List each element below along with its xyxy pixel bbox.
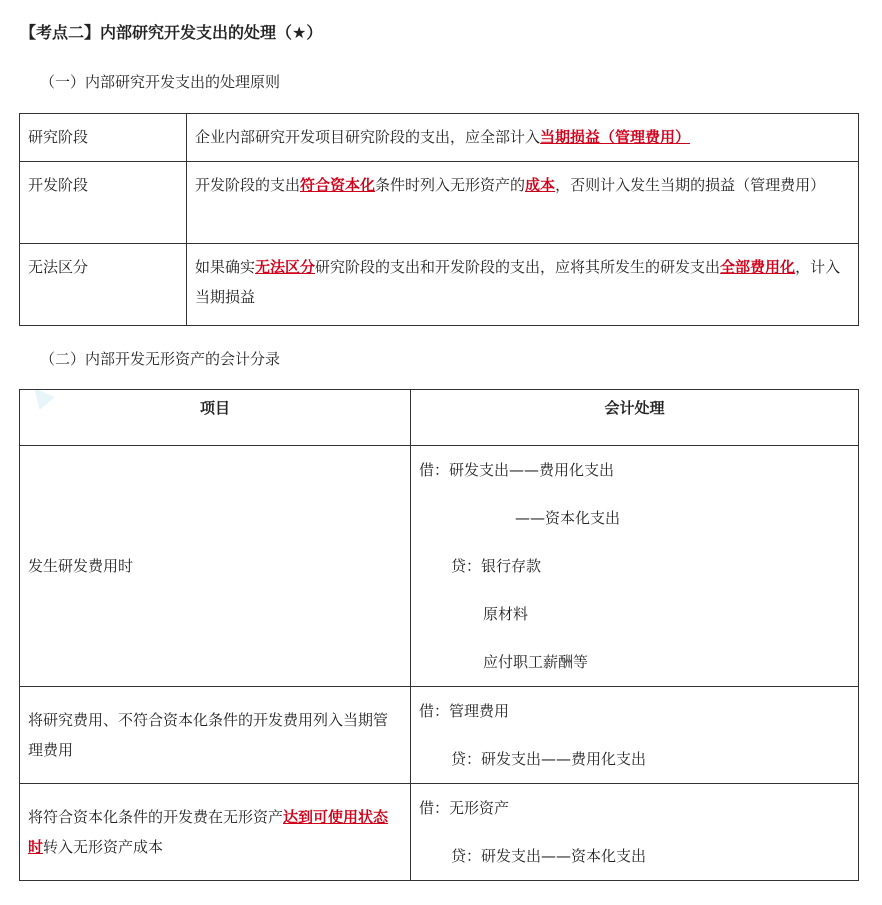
journal-line: ——资本化支出 xyxy=(515,509,621,527)
entries-table xyxy=(19,389,859,881)
journal-line: 贷：研发支出——资本化支出 xyxy=(451,847,647,865)
section2-title: （二）内部开发无形资产的会计分录 xyxy=(40,350,281,368)
body-text: 将符合资本化条件的开发费在无形资产 xyxy=(28,808,284,826)
table-row xyxy=(20,114,859,162)
journal-line: 应付职工薪酬等 xyxy=(483,653,589,671)
table-row xyxy=(20,446,859,687)
entry-accounting xyxy=(411,687,859,784)
entry-accounting xyxy=(411,446,859,687)
emphasis-text: 成本 xyxy=(525,176,556,194)
stage-label: 开发阶段 xyxy=(20,162,187,244)
journal-line: 贷：银行存款 xyxy=(451,557,542,575)
emphasis-text: 符合资本化 xyxy=(300,176,376,194)
body-text: 转入无形资产成本 xyxy=(43,838,164,856)
table-row xyxy=(20,162,859,244)
header-item: 项目 xyxy=(20,390,411,446)
stage-description xyxy=(187,162,859,244)
entry-item xyxy=(20,784,411,881)
section1-title: （一）内部研究开发支出的处理原则 xyxy=(40,73,281,91)
stage-label: 研究阶段 xyxy=(20,114,187,162)
body-text: 开发阶段的支出 xyxy=(195,176,301,194)
principles-table xyxy=(19,113,859,326)
body-text: 如果确实 xyxy=(195,258,256,276)
journal-line: 贷：研发支出——费用化支出 xyxy=(451,750,647,768)
header-acct: 会计处理 xyxy=(411,390,859,446)
emphasis-text: 无法区分 xyxy=(255,258,316,276)
emphasis-text: 当期损益（管理费用） xyxy=(540,128,691,146)
journal-line: 借：无形资产 xyxy=(419,799,510,817)
watermark: ▲ xyxy=(22,377,58,413)
page-title: 【考点二】内部研究开发支出的处理（★） xyxy=(20,23,323,42)
body-text: 条件时列入无形资产的 xyxy=(375,176,526,194)
body-text: 研究阶段的支出和开发阶段的支出，应将其所发生的研发支出 xyxy=(315,258,721,276)
emphasis-text: 全部费用化 xyxy=(720,258,796,276)
journal-line: 原材料 xyxy=(483,605,529,623)
emphasis-text: 达到可使用状态时 xyxy=(28,808,389,856)
entry-item xyxy=(20,687,411,784)
entry-item xyxy=(20,446,411,687)
table-row xyxy=(20,687,859,784)
body-text: ，否则计入发生当期的损益（管理费用） xyxy=(555,176,826,194)
body-text: ，计入当期损益 xyxy=(195,258,841,306)
entry-accounting xyxy=(411,784,859,881)
stage-description xyxy=(187,244,859,326)
body-text: 发生研发费用时 xyxy=(28,557,134,575)
body-text: 企业内部研究开发项目研究阶段的支出，应全部计入 xyxy=(195,128,541,146)
journal-line: 借：管理费用 xyxy=(419,702,510,720)
stage-description xyxy=(187,114,859,162)
table-row xyxy=(20,784,859,881)
stage-label: 无法区分 xyxy=(20,244,187,326)
journal-line: 借：研发支出——费用化支出 xyxy=(419,461,615,479)
table-row xyxy=(20,244,859,326)
body-text: 将研究费用、不符合资本化条件的开发费用列入当期管理费用 xyxy=(28,711,389,759)
